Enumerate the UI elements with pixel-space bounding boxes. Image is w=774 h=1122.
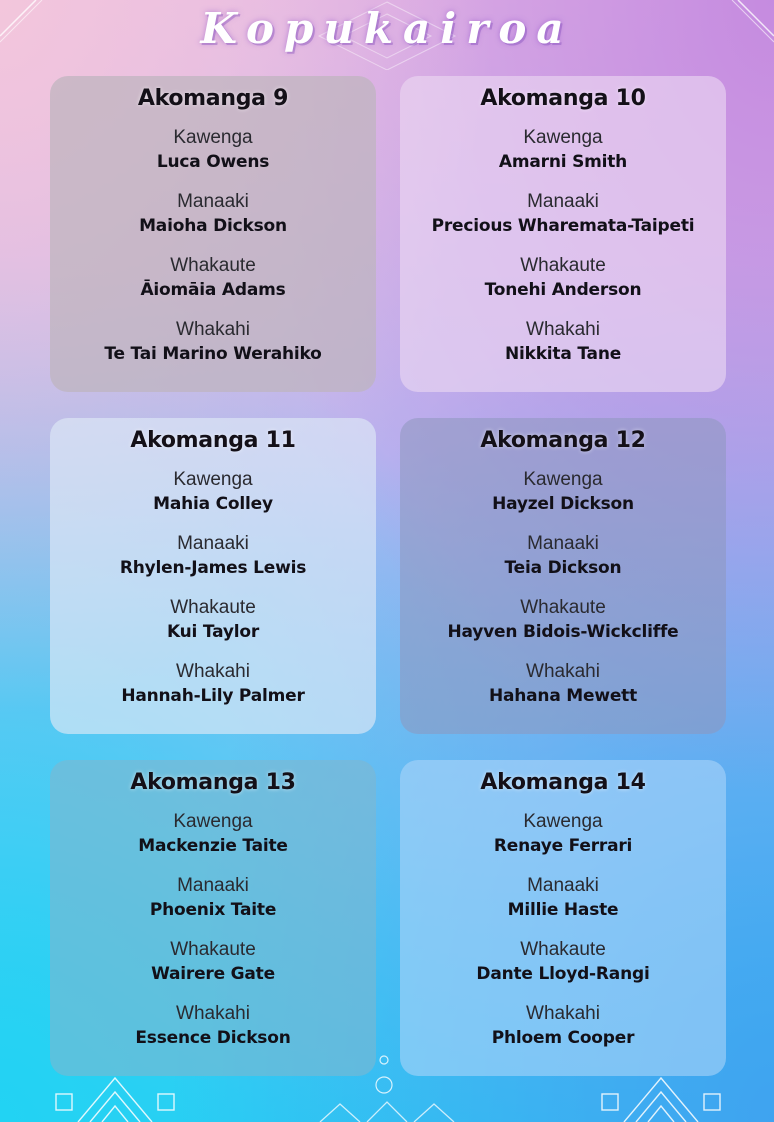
person-name: Teia Dickson [504,558,622,578]
person-name: Rhylen-James Lewis [119,558,307,578]
role-label: Whakaute [170,939,256,960]
role-label: Manaaki [527,875,599,896]
role-label: Whakahi [176,319,250,340]
person-name: Te Tai Marino Werahiko [104,344,322,364]
class-title: Akomanga 12 [480,428,646,453]
role-label: Kawenga [173,811,253,832]
class-title: Akomanga 10 [480,86,646,111]
role-label: Whakahi [526,661,600,682]
person-name: Millie Haste [507,900,619,920]
person-name: Nikkita Tane [504,344,622,364]
person-name: Hayzel Dickson [492,494,634,514]
person-name: Luca Owens [156,152,270,172]
class-title: Akomanga 14 [480,770,646,795]
role-label: Whakaute [170,255,256,276]
role-label: Kawenga [523,127,603,148]
class-title: Akomanga 11 [130,428,296,453]
role-label: Kawenga [173,469,253,490]
person-name: Essence Dickson [135,1028,291,1048]
class-grid [50,76,726,1076]
person-name: Hayven Bidois-Wickcliffe [447,622,679,642]
role-label: Kawenga [523,469,603,490]
person-name: Maioha Dickson [139,216,287,236]
diamond-pattern-icon [596,1074,726,1122]
class-card [400,76,726,392]
person-name: Renaye Ferrari [493,836,633,856]
bubble-icon [372,1052,396,1096]
page-title: Kopukairoa [200,4,574,53]
role-label: Kawenga [173,127,253,148]
person-name: Phloem Cooper [491,1028,635,1048]
class-card [50,760,376,1076]
person-name: Wairere Gate [151,964,275,984]
person-name: Phoenix Taite [149,900,277,920]
role-label: Whakaute [520,939,606,960]
person-name: Kui Taylor [166,622,260,642]
class-card [50,418,376,734]
role-label: Whakaute [520,255,606,276]
class-card [50,76,376,392]
person-name: Mahia Colley [153,494,273,514]
class-title: Akomanga 13 [130,770,296,795]
role-label: Whakahi [526,319,600,340]
person-name: Amarni Smith [498,152,628,172]
person-name: Hahana Mewett [488,686,638,706]
role-label: Manaaki [177,875,249,896]
diamond-pattern-icon [300,1098,474,1122]
role-label: Kawenga [523,811,603,832]
class-card [400,760,726,1076]
person-name: Precious Wharemata-Taipeti [431,216,695,236]
diamond-pattern-icon [50,1074,180,1122]
role-label: Whakahi [176,1003,250,1024]
class-card [400,418,726,734]
role-label: Manaaki [177,533,249,554]
person-name: Hannah-Lily Palmer [121,686,305,706]
role-label: Manaaki [177,191,249,212]
role-label: Manaaki [527,533,599,554]
person-name: Dante Lloyd-Rangi [476,964,650,984]
role-label: Manaaki [527,191,599,212]
class-title: Akomanga 9 [137,86,289,111]
role-label: Whakahi [176,661,250,682]
person-name: Āiomāia Adams [140,280,286,300]
person-name: Tonehi Anderson [484,280,642,300]
person-name: Mackenzie Taite [138,836,288,856]
role-label: Whakahi [526,1003,600,1024]
role-label: Whakaute [520,597,606,618]
role-label: Whakaute [170,597,256,618]
